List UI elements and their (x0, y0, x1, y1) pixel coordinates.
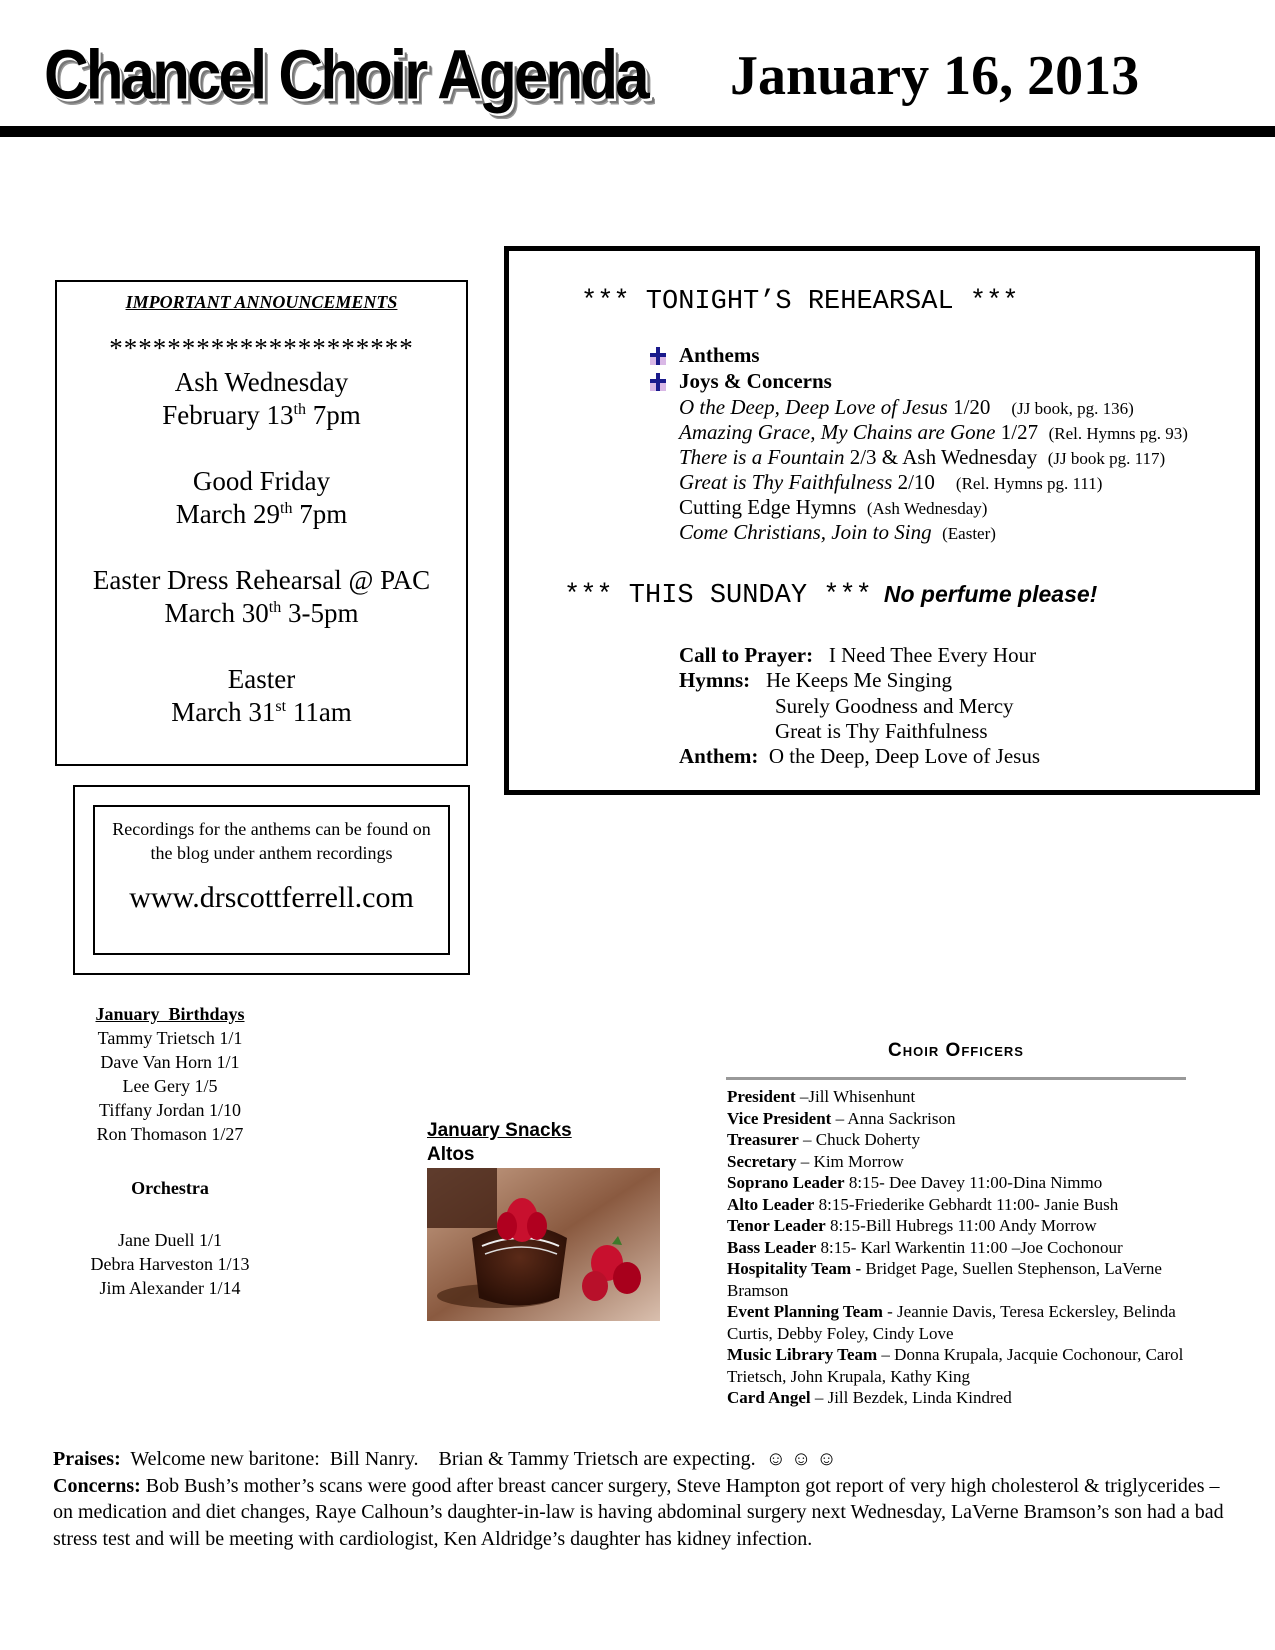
list-item: Vice President – Anna Sackrison (727, 1108, 956, 1128)
event-name: Good Friday (192, 466, 331, 496)
snacks-group: Altos (427, 1144, 475, 1165)
rehearsal-item: There is a Fountain 2/3 & Ash Wednesday (JJ book pg. 117) (679, 445, 1166, 469)
page-title: Chancel Choir Agenda (44, 37, 647, 115)
hymn: Surely Goodness and Mercy (775, 694, 1014, 718)
list-item: Tiffany Jordan 1/10 (98, 1100, 241, 1120)
agenda-date: January 16, 2013 (730, 45, 1140, 107)
list-item: Event Planning Team - Jeannie Davis, Teresa Eckersley, Belinda Curtis, Debby Foley, Cindy Love (727, 1302, 1176, 1343)
event-date: March 31st 11am (171, 697, 352, 727)
cupcake-image (427, 1168, 660, 1321)
list-item: Card Angel – Jill Bezdek, Linda Kindred (727, 1388, 1012, 1407)
event-date: February 13th 7pm (162, 400, 361, 430)
announcement-event (57, 564, 466, 630)
list-item: Ron Thomason 1/27 (96, 1124, 244, 1144)
birthdays-section (50, 1002, 290, 1300)
rehearsal-bullet-anthems: Anthems (679, 343, 760, 367)
call-to-prayer: Call to Prayer: I Need Thee Every Hour (679, 643, 1037, 667)
rehearsal-item: Great is Thy Faithfulness 2/10 (Rel. Hymns pg. 111) (679, 470, 1103, 494)
rehearsal-item: Cutting Edge Hymns (Ash Wednesday) (679, 495, 988, 519)
announcements-heading: IMPORTANT ANNOUNCEMENTS (125, 292, 398, 312)
birthdays-title: January Birthdays (95, 1004, 245, 1024)
rehearsal-item: Amazing Grace, My Chains are Gone 1/27 (Rel. Hymns pg. 93) (679, 420, 1188, 444)
officers-list (727, 1086, 1197, 1409)
list-item: Bass Leader 8:15- Karl Warkentin 11:00 –Joe Cochonour (727, 1237, 1123, 1257)
list-item: Jane Duell 1/1 (118, 1230, 222, 1250)
list-item: Secretary – Kim Morrow (727, 1151, 904, 1171)
list-item: Jim Alexander 1/14 (99, 1278, 241, 1298)
list-item: President –Jill Whisenhunt (727, 1087, 916, 1106)
list-item: Treasurer – Chuck Doherty (727, 1130, 921, 1149)
list-item: Lee Gery 1/5 (122, 1076, 218, 1096)
list-item: Tenor Leader 8:15-Bill Hubregs 11:00 Andy Morrow (727, 1216, 1097, 1235)
praises: Praises: Welcome new baritone: Bill Nanry. Brian & Tammy Trietsch are expecting. ☺ ☺ ☺ (53, 1448, 837, 1470)
rehearsal-bullet-joys: Joys & Concerns (679, 369, 832, 393)
rehearsal-box (504, 246, 1260, 795)
rehearsal-item: Come Christians, Join to Sing (Easter) (679, 520, 996, 544)
announcement-event (57, 663, 466, 729)
cross-bullet-icon (650, 373, 666, 391)
recordings-box (73, 785, 470, 975)
list-item: Hospitality Team - Bridget Page, Suellen Stephenson, LaVerne Bramson (727, 1259, 1162, 1300)
rehearsal-heading: *** TONIGHT’S REHEARSAL *** (581, 287, 1019, 317)
announcements-box (55, 280, 468, 766)
praises-concerns (53, 1446, 1243, 1552)
rehearsal-item: O the Deep, Deep Love of Jesus 1/20 (JJ book, pg. 136) (679, 395, 1134, 419)
event-name: Easter (227, 664, 296, 694)
perfume-note: No perfume please! (883, 581, 1098, 607)
announcement-event (57, 366, 466, 432)
list-item: Alto Leader 8:15-Friederike Gebhardt 11:00- Janie Bush (727, 1194, 1119, 1214)
recordings-text: Recordings for the anthems can be found on the blog under anthem recordings (112, 819, 431, 863)
snacks-title: January Snacks (427, 1120, 572, 1141)
event-date: March 30th 3-5pm (164, 598, 359, 628)
blog-link[interactable]: www.drscottferrell.com (129, 881, 414, 914)
event-name: Easter Dress Rehearsal @ PAC (92, 565, 431, 595)
event-name: Ash Wednesday (174, 367, 349, 397)
hymn: Great is Thy Faithfulness (775, 719, 988, 743)
cross-bullet-icon (650, 347, 666, 365)
anthem: Anthem: O the Deep, Deep Love of Jesus (679, 744, 1040, 768)
header-divider (0, 126, 1275, 137)
announcements-stars: ********************* (109, 333, 414, 363)
orchestra-title: Orchestra (131, 1178, 209, 1198)
concerns: Concerns: Bob Bush’s mother’s scans were good after breast cancer surgery, Steve Hampton got report of very high cholesterol & triglycerides – on medication and diet changes, Raye Calhoun’s daughter-in-law is having abdominal surgery next Wednesday, LaVerne Bramson’s son had a bad stress test and will be meeting with cardiologist, Ken Aldridge’s daughter has kidney infection. (53, 1474, 1224, 1550)
event-date: March 29th 7pm (175, 499, 348, 529)
recordings-inner-box (93, 805, 450, 955)
list-item: Debra Harveston 1/13 (90, 1254, 250, 1274)
officers-title: Choir Officers (888, 1040, 1024, 1061)
officers-divider (726, 1077, 1186, 1080)
hymns: Hymns: He Keeps Me Singing (679, 668, 952, 692)
list-item: Music Library Team – Donna Krupala, Jacquie Cochonour, Carol Trietsch, John Krupala, Kathy King (727, 1345, 1184, 1386)
list-item: Soprano Leader 8:15- Dee Davey 11:00-Dina Nimmo (727, 1173, 1103, 1192)
sunday-heading: *** THIS SUNDAY *** (564, 581, 872, 611)
sunday-heading-row (564, 581, 1097, 611)
list-item: Dave Van Horn 1/1 (100, 1052, 240, 1072)
announcement-event (57, 465, 466, 531)
list-item: Tammy Trietsch 1/1 (97, 1028, 243, 1048)
